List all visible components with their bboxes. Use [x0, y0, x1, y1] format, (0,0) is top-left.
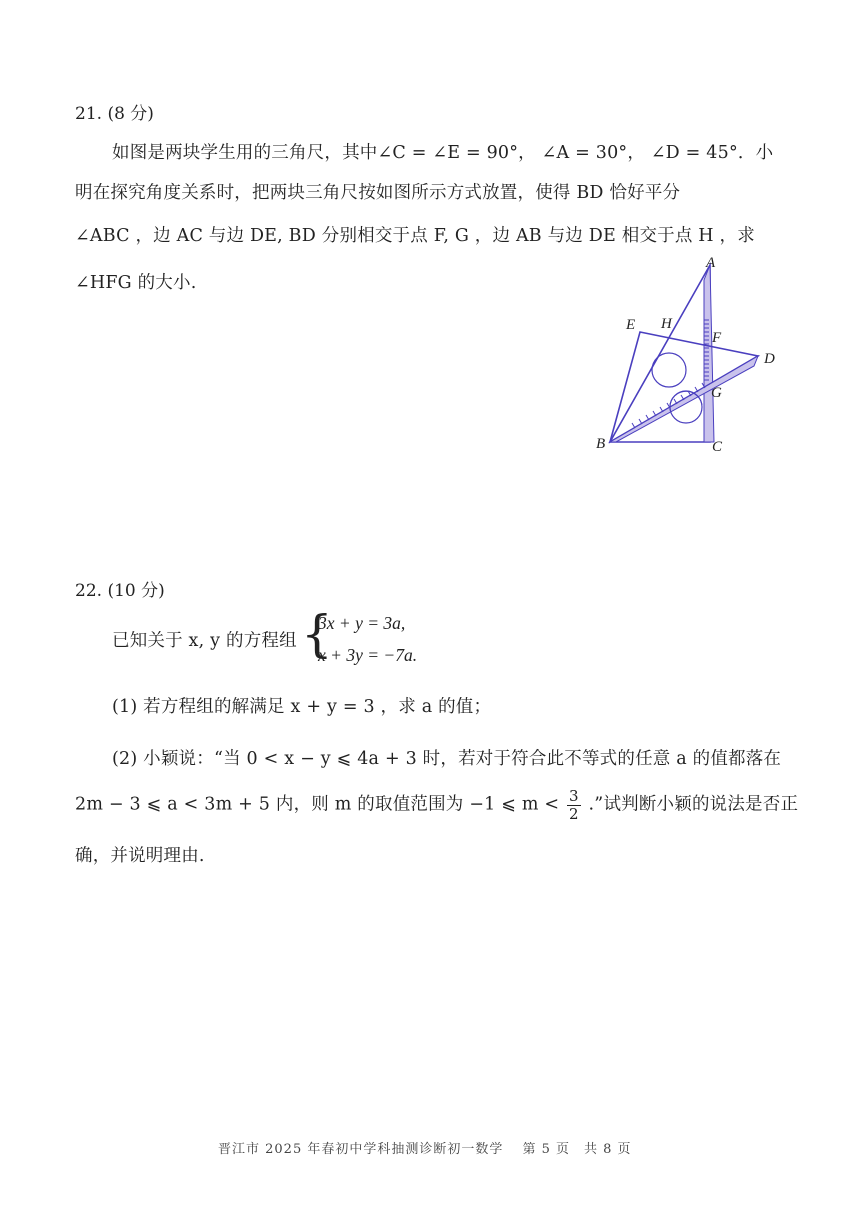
- ruler-edge-ac: [704, 265, 714, 442]
- q22-part2-line1: (2) 小颖说：“当 0 < x − y ⩽ 4a + 3 时，若对于符合此不等式的任意 a 的值都落在: [112, 749, 782, 769]
- q21-line2: 明在探究角度关系时，把两块三角尺按如图所示方式放置，使得 BD 恰好平分: [75, 183, 681, 203]
- system-brace: {: [301, 605, 333, 663]
- fraction-numerator: 3: [569, 787, 579, 805]
- label-g: G: [711, 385, 722, 401]
- q22-intro: 已知关于 x, y 的方程组: [112, 631, 297, 651]
- label-c: C: [712, 439, 723, 455]
- q21-line1: 如图是两块学生用的三角尺，其中∠C = ∠E = 90°， ∠A = 30°， ∠D = 45°．小: [112, 143, 774, 163]
- label-d: D: [764, 351, 775, 367]
- triangle-bde: [610, 332, 758, 442]
- q22-part2-line3: 确，并说明理由.: [75, 846, 205, 866]
- q22-part2-line2-b: .”试判断小颖的说法是否正: [588, 794, 799, 815]
- q22-part2-line2-a: 2m − 3 ⩽ a < 3m + 5 内，则 m 的取值范围为 −1 ⩽ m <: [75, 794, 560, 815]
- label-h: H: [661, 316, 672, 332]
- label-e: E: [626, 317, 636, 333]
- q21-line3: ∠ABC ，边 AC 与边 DE, BD 分别相交于点 F, G ，边 AB 与边 DE 相交于点 H ，求: [75, 226, 755, 246]
- label-b: B: [596, 436, 606, 452]
- label-f: F: [712, 330, 722, 346]
- fraction-three-halves: [567, 788, 581, 822]
- page-footer: 晋江市 2025 年春初中学科抽测诊断初一数学 第 5 页 共 8 页: [218, 1142, 632, 1157]
- q22-equation-1: 3x + y = 3a,: [318, 613, 406, 633]
- q21-line4: ∠HFG 的大小.: [75, 273, 197, 293]
- label-a: A: [706, 255, 716, 271]
- q22-part1: (1) 若方程组的解满足 x + y = 3 ，求 a 的值；: [112, 697, 492, 717]
- q22-header: 22. (10 分): [75, 581, 165, 601]
- q22-equation-2: x + 3y = −7a.: [318, 645, 418, 665]
- triangle-rulers-figure: [590, 250, 790, 460]
- ruler-hole-upper: [652, 353, 686, 387]
- q22-part2-line2: [75, 788, 798, 822]
- q21-header: 21. (8 分): [75, 104, 154, 124]
- fraction-denominator: 2: [569, 804, 579, 823]
- ruler-edge-bd: [610, 356, 758, 442]
